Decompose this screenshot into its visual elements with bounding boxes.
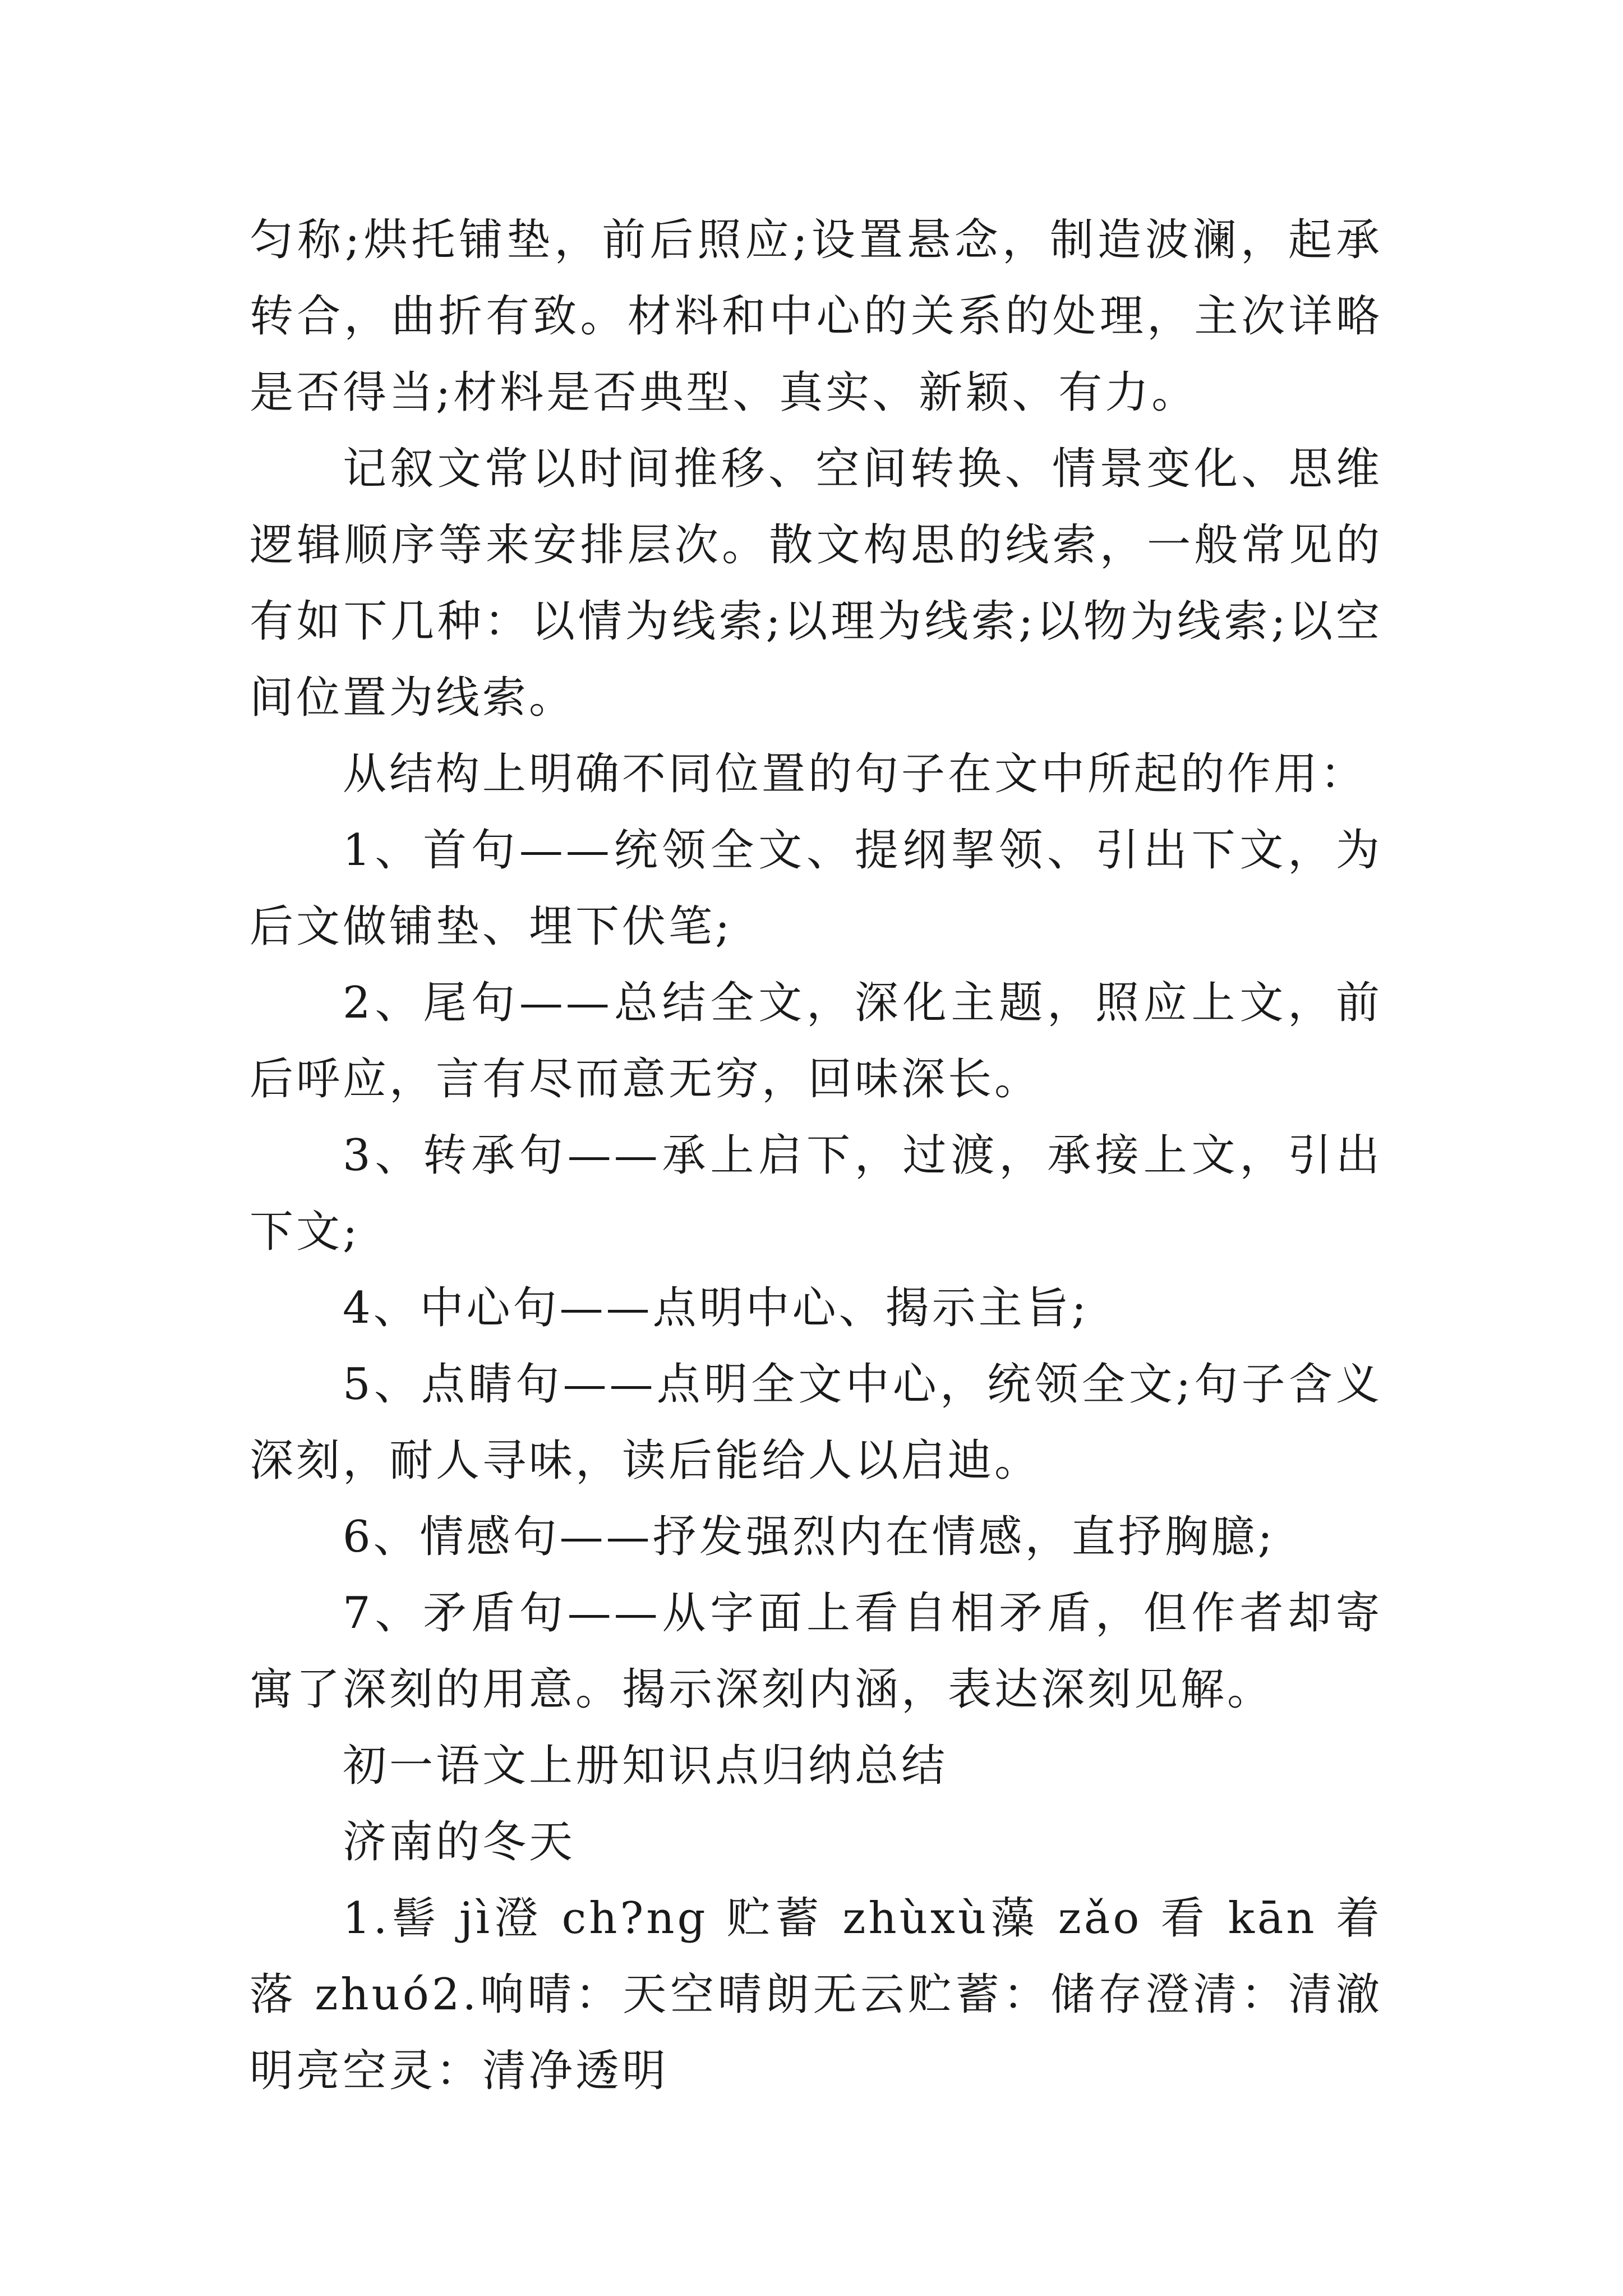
lesson-title: 济南的冬天 <box>343 1817 576 1867</box>
paragraph-1: 匀称;烘托铺垫，前后照应;设置悬念，制造波澜，起承转合，曲折有致。材料和中心的关系的处理，主次详略是否得当;材料是否典型、真实、新颖、有力。 <box>250 215 1382 418</box>
list-item-4: 4、中心句——点明中心、揭示主旨; <box>343 1283 1089 1333</box>
list-item-1: 1、首句——统领全文、提纲挈领、引出下文，为后文做铺垫、埋下伏笔; <box>250 825 1382 952</box>
list-item-6: 6、情感句——抒发强烈内在情感，直抒胸臆; <box>343 1512 1275 1562</box>
vocabulary-paragraph: 1.髻 jì澄 ch?ng 贮蓄 zhùxù藻 zǎo 看 kān 着落 zhuó2.响晴：天空晴朗无云贮蓄：储存澄清：清澈明亮空灵：清净透明 <box>250 1893 1382 2096</box>
list-item-7: 7、矛盾句——从字面上看自相矛盾，但作者却寄寓了深刻的用意。揭示深刻内涵，表达深刻见解。 <box>250 1588 1382 1715</box>
paragraph-3: 从结构上明确不同位置的句子在文中所起的作用： <box>343 749 1367 799</box>
list-item-2: 2、尾句——总结全文，深化主题，照应上文，前后呼应，言有尽而意无穷，回味深长。 <box>250 978 1382 1105</box>
section-heading: 初一语文上册知识点归纳总结 <box>343 1741 948 1791</box>
list-item-3: 3、转承句——承上启下，过渡，承接上文，引出下文; <box>250 1130 1382 1257</box>
list-item-5: 5、点睛句——点明全文中心，统领全文;句子含义深刻，耐人寻味，读后能给人以启迪。 <box>250 1359 1382 1486</box>
document-body <box>250 202 1382 2109</box>
paragraph-2: 记叙文常以时间推移、空间转换、情景变化、思维逻辑顺序等来安排层次。散文构思的线索，一般常见的有如下几种：以情为线索;以理为线索;以物为线索;以空间位置为线索。 <box>250 444 1382 723</box>
